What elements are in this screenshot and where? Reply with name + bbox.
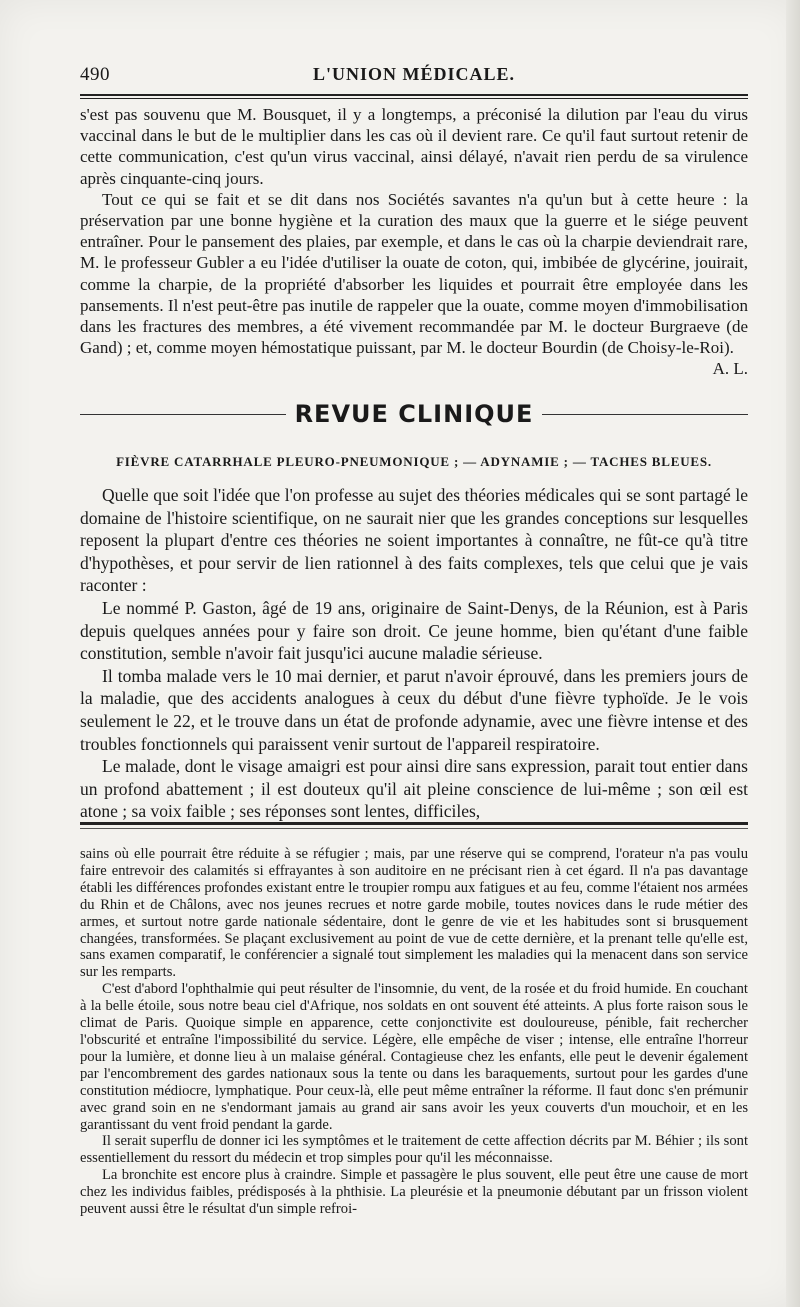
heading-rule-right [542,414,748,415]
paragraph: La bronchite est encore plus à craindre. Simple et passagère le plus souvent, elle peut être une cause de mort chez les individus faibles, prédisposés à la phthisie. La pleurésie et la pneumonie débutant par un frisson violent peuvent aussi être le résultat d'un simple refroi- [80,1167,748,1218]
paragraph: Le nommé P. Gaston, âgé de 19 ans, originaire de Saint-Denys, de la Réunion, est à Paris depuis quelques années pour y faire son droit. Ce jeune homme, bien qu'étant d'une faible constitution, semble n'avoir fait jusqu'ici aucune maladie sérieuse. [80,597,748,664]
feuilleton-article [80,846,748,1218]
section-heading [80,396,748,436]
paragraph: Tout ce qui se fait et se dit dans nos Sociétés savantes n'a qu'un but à cette heure : la préservation par une bonne hygiène et la curation des maux que la guerre et le siége peuvent entraîner. Pour le pansement des plaies, par exemple, et dans le cas où la charpie deviendrait rare, M. le professeur Gubler a eu l'idée d'utiliser la ouate de coton, qui, imbibée de glycérine, jouirait, comme la charpie, de la propriété d'absorber les liquides et pourrait être employée dans les pansements. Il n'est peut-être pas inutile de rappeler que la ouate, comme moyen d'immobilisation dans les fractures des membres, a été vivement recommandée par M. le docteur Burgraeve (de Gand) ; et, comme moyen hémostatique puissant, par M. le docteur Bourdin (de Choisy-le-Roi). [80,189,748,358]
paragraph: C'est d'abord l'ophthalmie qui peut résulter de l'insomnie, du vent, de la rosée et du froid humide. En couchant à la belle étoile, sous notre beau ciel d'Afrique, nos soldats en ont souvent été atteints. A plus forte raison sous le climat de Paris. Quoique simple en apparence, cette conjonctivite est douloureuse, pénible, fait rechercher l'obscurité et entraîne l'impossibilité du service. Légère, elle empêche de viser ; intense, elle entraîne l'horreur pour la lumière, et donne lieu à un malaise général. Contagieuse chez les enfants, elle peut le devenir également par l'encombrement des gardes nationaux sous la tente ou dans les baraquements, surtout pour les gardes d'une constitution médiocre, lymphatique. Pour ceux-là, elle peut même entraîner la réforme. Il faut donc s'en prémunir avec grand soin en ne s'endormant jamais au grand air sans avoir les yeux couverts d'un mouchoir, et en les garantissant du vent froid pendant la garde. [80,981,748,1133]
header-rule [80,94,748,99]
running-title: L'UNION MÉDICALE. [312,64,516,84]
page-header [80,64,748,90]
paragraph: Il tomba malade vers le 10 mai dernier, et parut n'avoir éprouvé, dans les premiers jours de la maladie, que des accidents analogues à ceux du début d'une fièvre typhoïde. Je le vois seulement le 22, et le trouve dans un état de profonde adynamie, avec une fièvre intense et des troubles fonctionnels qui paraissent venir surtout de l'appareil respiratoire. [80,665,748,754]
paragraph: sains où elle pourrait être réduite à se réfugier ; mais, par une réserve qui se comprend, l'orateur n'a pas voulu faire entrevoir des calamités si effrayantes à son auditoire en ne précisant rien à cet égard. Il n'a pas davantage établi les différences profondes existant entre le troupier rompu aux fatigues et au feu, comme l'étaient nos armées du Rhin et de Châlons, avec nos jeunes recrues et notre garde mobile, toutes novices dans le rude métier des armes, et surtout notre garde nationale sédentaire, dont le genre de vie et les habitudes sont si brusquement changées, transformées. Se plaçant exclusivement au point de vue de cette dernière, et la prenant telle qu'elle est, sans examen comparatif, le conférencier a signalé tout simplement les maladies qui la menacent dans son service sur les remparts. [80,846,748,981]
section-title: REVUE CLINIQUE [294,400,534,428]
feuilleton-divider-thin [80,828,748,829]
feuilleton-divider [80,822,748,825]
upper-article [80,104,748,380]
paragraph: s'est pas souvenu que M. Bousquet, il y a longtemps, a préconisé la dilution par l'eau du virus vaccinal dans le but de le multiplier dans les cas où il devient rare. Ce qu'il faut surtout retenir de cette communication, c'est qu'un virus vaccinal, ainsi délayé, n'avait rien perdu de sa virulence après cinquante-cinq jours. [80,105,748,188]
section-subtitle: FIÈVRE CATARRHALE PLEURO-PNEUMONIQUE ; — ADYNAMIE ; — TACHES BLEUES. [116,454,712,469]
paragraph: Le malade, dont le visage amaigri est pour ainsi dire sans expression, parait tout entier dans un profond abattement ; il est douteux qu'il ait pleine conscience de lui-même ; son œil est atone ; sa voix faible ; ses réponses sont lentes, difficiles, [80,756,748,822]
clinic-article [80,484,748,823]
paragraph: Il serait superflu de donner ici les symptômes et le traitement de cette affection décrits par M. Béhier ; ils sont essentiellement du ressort du médecin et trop simples pour qu'il les méconnaisse. [80,1133,748,1167]
paragraph: Quelle que soit l'idée que l'on professe au sujet des théories médicales qui se sont partagé le domaine de l'histoire scientifique, on ne saurait nier que les grandes conceptions sur lesquelles reposent la plupart d'entre ces théories ne soient importantes à connaître, ne fût-ce qu'à titre d'hypothèses, et pour servir de lien rationnel à des faits complexes, tels que celui que je vais raconter : [80,485,748,596]
page-number: 490 [80,64,110,85]
scan-edge [786,0,800,1307]
author-signature: A. L. [712,359,748,379]
